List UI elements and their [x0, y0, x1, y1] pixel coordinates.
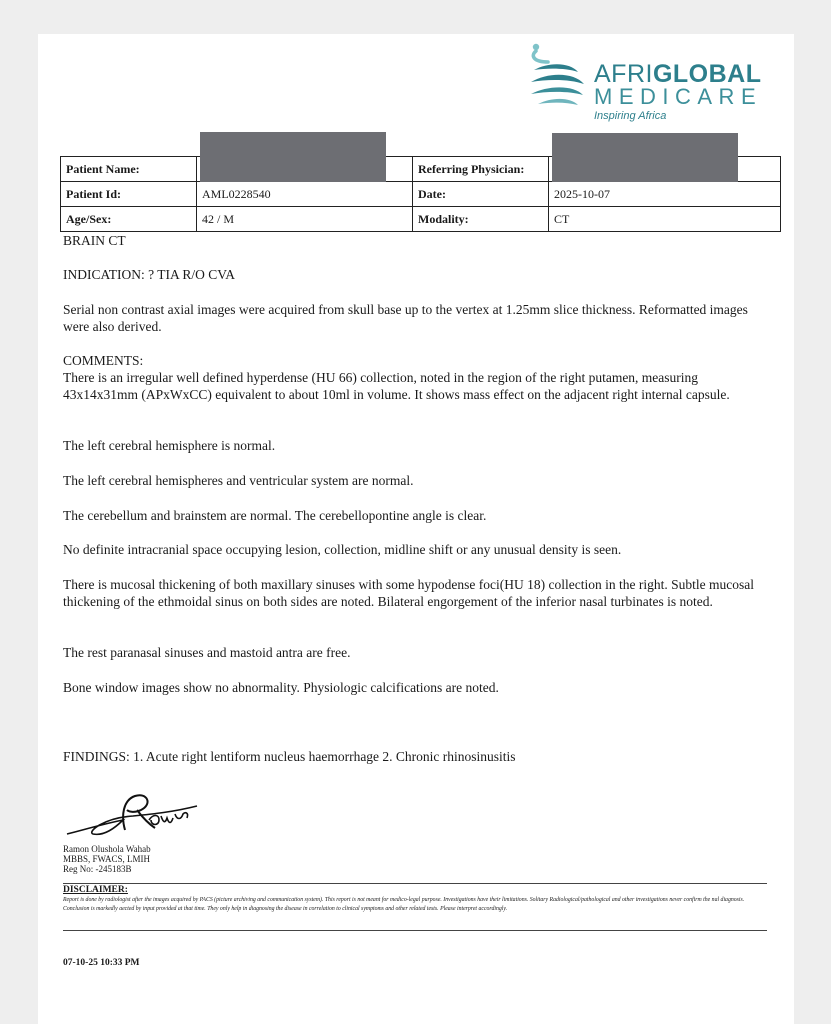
brand-name: AFRIGLOBAL — [594, 60, 762, 88]
comment-paragraph: There is mucosal thickening of both maxillary sinuses with some hypodense foci(HU 18) collection in the right. Subtle mucosal thickening of the ethmoidal sinus on both sides are noted. Bilateral engorgement of the inferior nasal turbinates is noted. — [63, 577, 754, 609]
globe-swirl-icon — [526, 42, 588, 114]
disclaimer-title: DISCLAIMER: — [63, 885, 128, 895]
comments-heading: COMMENTS: — [63, 353, 144, 368]
signatory-qualifications: MBBS, FWACS, LMIH — [63, 854, 151, 864]
report-timestamp: 07-10-25 10:33 PM — [63, 958, 140, 968]
findings: FINDINGS: 1. Acute right lentiform nucleus haemorrhage 2. Chronic rhinosinusitis — [63, 749, 516, 764]
age-sex-label: Age/Sex: — [61, 207, 197, 232]
date-label: Date: — [413, 182, 549, 207]
signatory-block — [63, 844, 151, 874]
table-row — [61, 207, 781, 232]
patient-name-label: Patient Name: — [61, 157, 197, 182]
afriglobal-logo — [526, 42, 776, 122]
comment-paragraph: Bone window images show no abnormality. Physiologic calcifications are noted. — [63, 680, 499, 695]
disclaimer-text: Report is done by radiologist after the images acquired by PACS (picture archiving and communication system). This report is not meant for medico-legal purpose. Investigations have their limitations. Solitary Radiological/pathological and other investigations never confirm the nal diagnosis. Conclusion is markedly aected by input provided at that time. They only help in diagnosing the disease in correlation to clinical symptoms and other related tests. Please interpret accordingly. — [63, 897, 745, 912]
comment-paragraph: The left cerebral hemisphere is normal. — [63, 438, 276, 453]
referring-physician-label: Referring Physician: — [413, 157, 549, 182]
divider — [63, 930, 767, 931]
indication: INDICATION: ? TIA R/O CVA — [63, 267, 235, 282]
signature-image — [63, 790, 203, 846]
date-value: 2025-10-07 — [549, 182, 781, 207]
exam-title: BRAIN CT — [63, 233, 126, 248]
comment-paragraph: The cerebellum and brainstem are normal. The cerebellopontine angle is clear. — [63, 508, 487, 523]
technique-paragraph: Serial non contrast axial images were acquired from skull base up to the vertex at 1.25mm slice thickness. Reformatted images were also derived. — [63, 302, 748, 334]
age-sex-value: 42 / M — [197, 207, 413, 232]
comment-paragraph: The left cerebral hemispheres and ventricular system are normal. — [63, 473, 414, 488]
comment-paragraph: The rest paranasal sinuses and mastoid antra are free. — [63, 645, 351, 660]
redaction-patient-name — [200, 132, 386, 182]
divider — [63, 883, 767, 884]
modality-label: Modality: — [413, 207, 549, 232]
patient-id-value: AML0228540 — [197, 182, 413, 207]
signatory-reg-no: Reg No: -245183B — [63, 864, 132, 874]
comment-paragraph: There is an irregular well defined hyperdense (HU 66) collection, noted in the region of the right putamen, measuring 43x14x31mm (APxWxCC) equivalent to about 10ml in volume. It shows mass effect on the adjacent right internal capsule. — [63, 370, 730, 402]
brand-tagline: Inspiring Africa — [594, 110, 667, 122]
brand-subname: MEDICARE — [594, 84, 763, 109]
patient-id-label: Patient Id: — [61, 182, 197, 207]
modality-value: CT — [549, 207, 781, 232]
signatory-name: Ramon Olushola Wahab — [63, 844, 151, 854]
redaction-referring-physician — [552, 133, 738, 182]
comment-paragraph: No definite intracranial space occupying lesion, collection, midline shift or any unusual density is seen. — [63, 542, 622, 557]
report-page — [38, 34, 794, 1024]
table-row — [61, 182, 781, 207]
